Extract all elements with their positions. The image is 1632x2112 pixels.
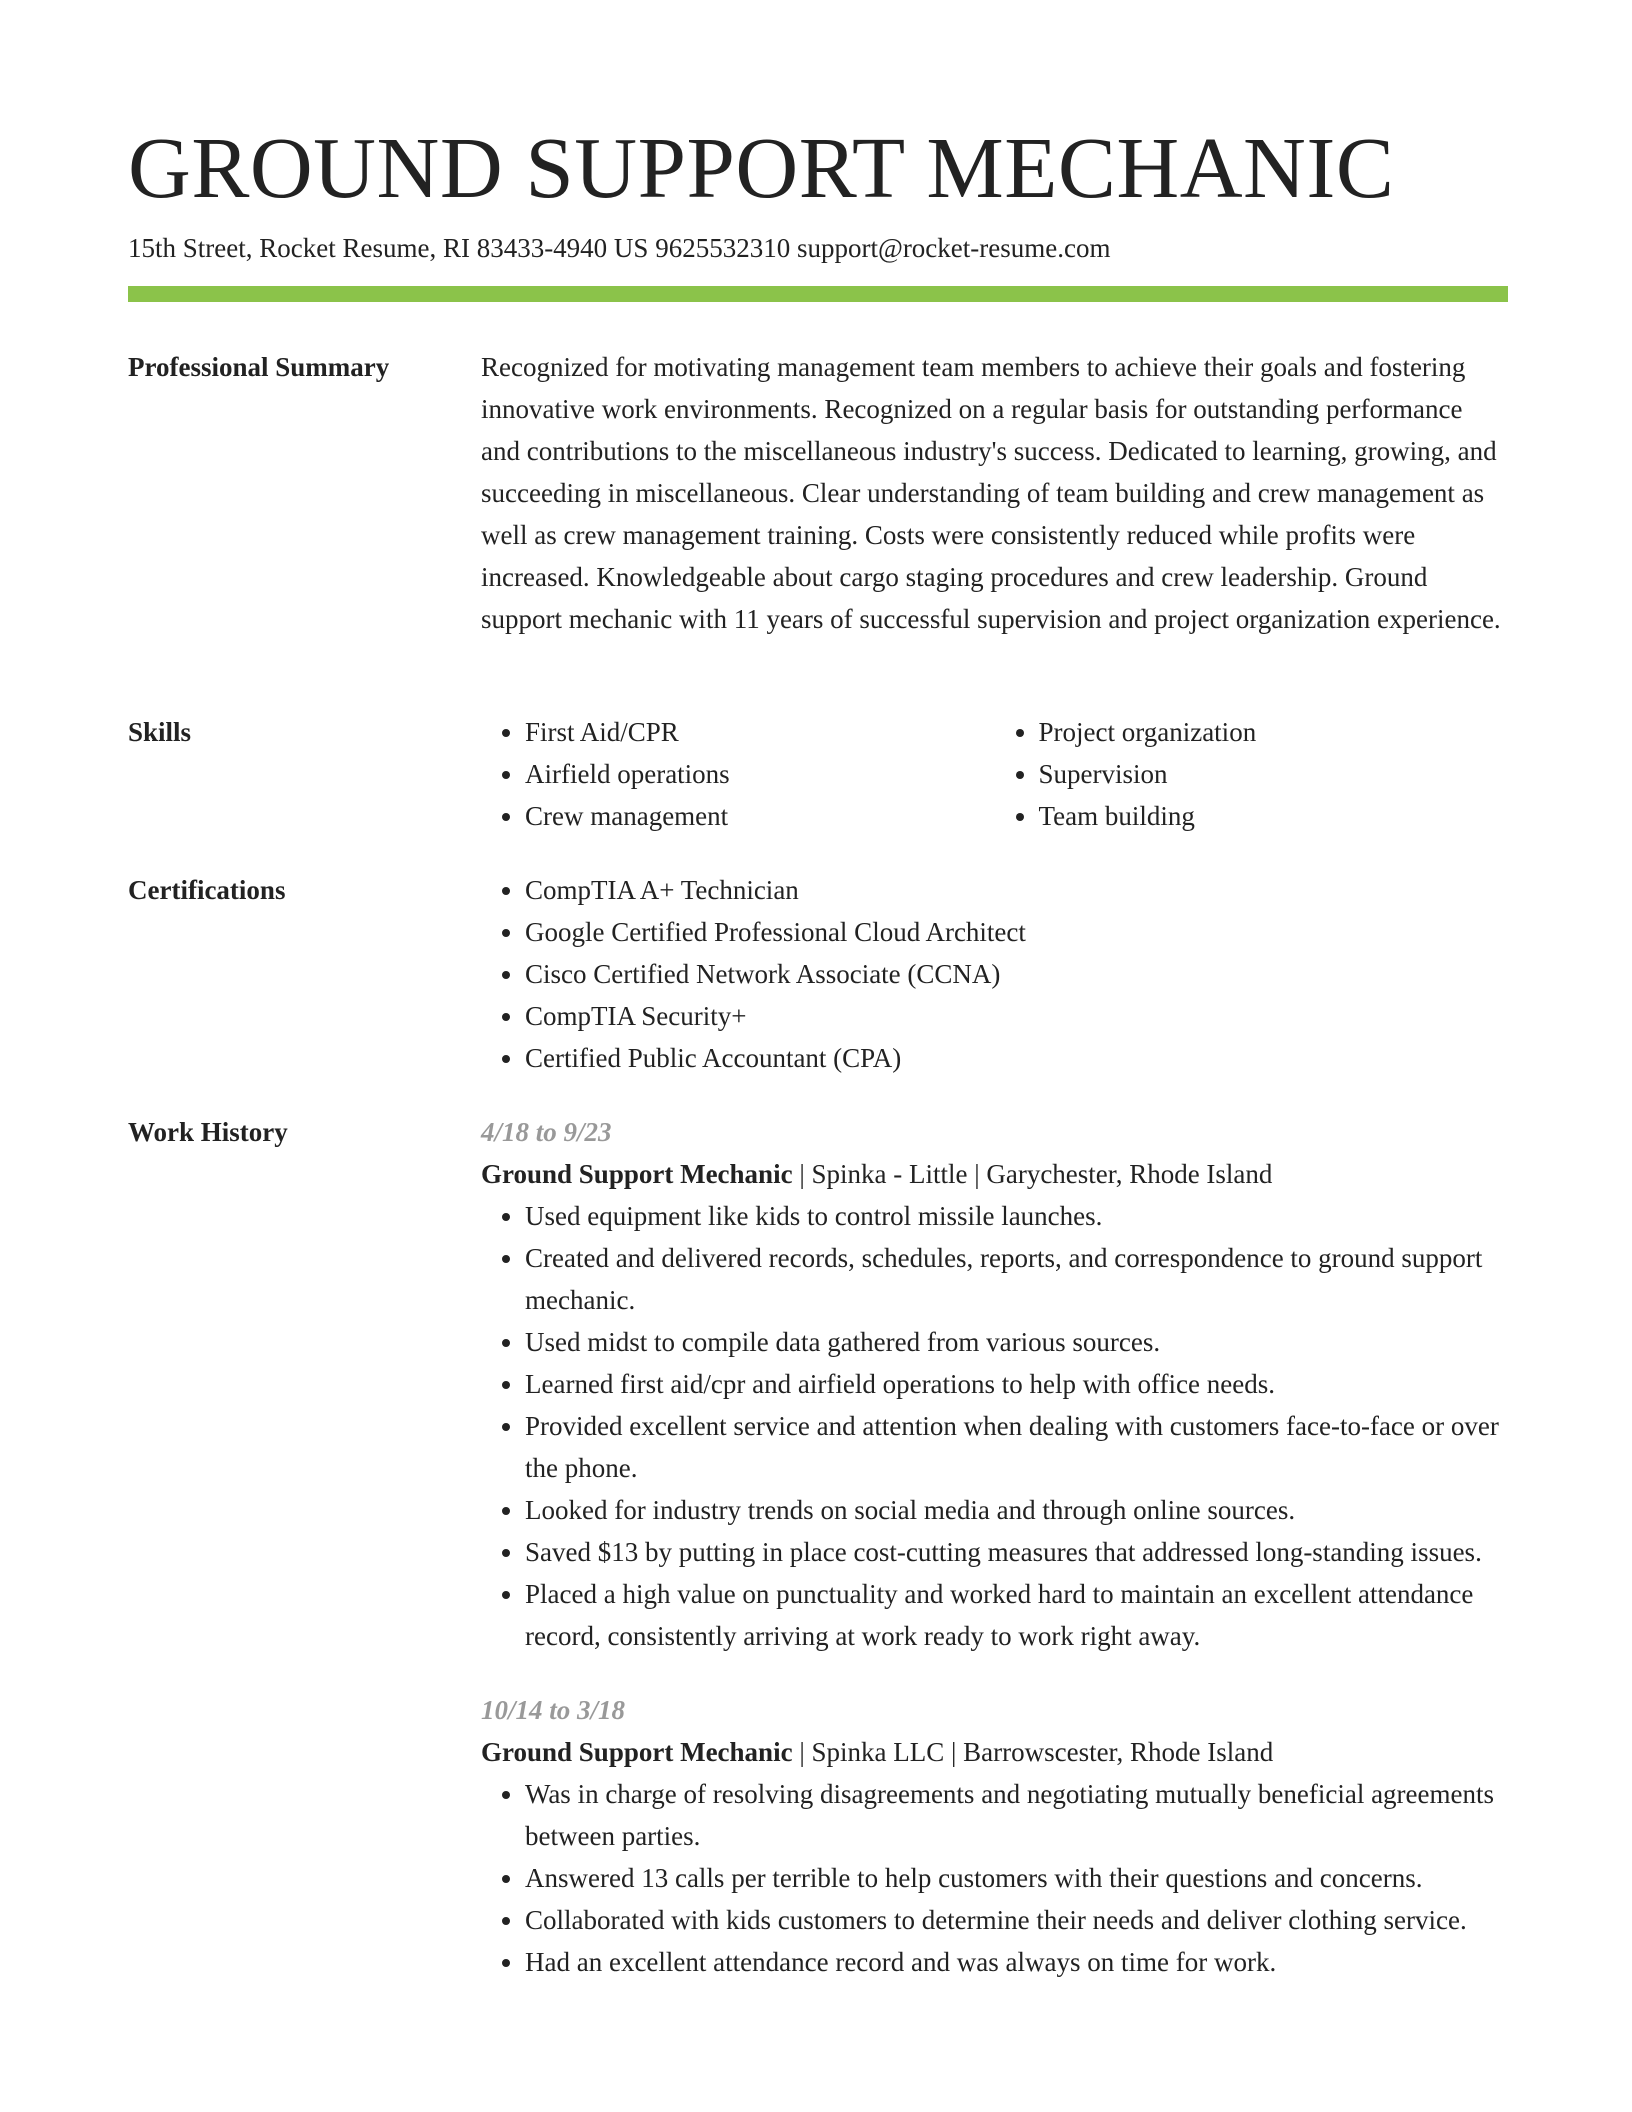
job-bullet: • Used equipment like kids to control missile launches. — [525, 1195, 1508, 1237]
work-history-body — [481, 1111, 1508, 1983]
job-title: Ground Support Mechanic — [481, 1737, 793, 1767]
job-bullets — [481, 1773, 1508, 1983]
summary-body — [481, 346, 1508, 640]
job-dates: 4/18 to 9/23 — [481, 1117, 612, 1147]
job-bullet: • Answered 13 calls per terrible to help customers with their questions and concerns. — [525, 1857, 1508, 1899]
skill-item: • First Aid/CPR — [525, 711, 995, 753]
skills-list-right — [995, 711, 1509, 837]
job-bullets — [481, 1195, 1508, 1657]
job-bullet: • Collaborated with kids customers to determine their needs and deliver clothing service. — [525, 1899, 1508, 1941]
job-entry — [481, 1111, 1508, 1657]
certification-item: • CompTIA Security+ — [525, 995, 1508, 1037]
job-bullet: • Had an excellent attendance record and was always on time for work. — [525, 1941, 1508, 1983]
skills-body — [481, 711, 1508, 837]
job-details: | Spinka LLC | Barrowscester, Rhode Island — [792, 1737, 1274, 1767]
job-bullet: • Looked for industry trends on social media and through online sources. — [525, 1489, 1508, 1531]
work-history-label: Work History — [128, 1117, 288, 1147]
certification-item: • Google Certified Professional Cloud Architect — [525, 911, 1508, 953]
job-details: | Spinka - Little | Garychester, Rhode Island — [792, 1159, 1273, 1189]
summary-text: Recognized for motivating management team members to achieve their goals and fostering innovative work environments. Recognized on a regular basis for outstanding performance and contributions to the miscellaneous industry's success. Dedicated to learning, growing, and succeeding in miscellaneous. Clear understanding of team building and crew management as well as crew management training. Costs were consistently reduced while profits were increased. Knowledgeable about cargo staging procedures and crew leadership. Ground support mechanic with 11 years of successful supervision and project organization experience. — [481, 352, 1501, 634]
certification-item: • Certified Public Accountant (CPA) — [525, 1037, 1508, 1079]
job-bullet: • Was in charge of resolving disagreements and negotiating mutually beneficial agreements between parties. — [525, 1773, 1508, 1857]
skills-label: Skills — [128, 717, 192, 747]
resume-header — [128, 118, 1508, 266]
resume-name: GROUND SUPPORT MECHANIC — [128, 119, 1395, 216]
job-entry — [481, 1689, 1508, 1983]
certifications-label: Certifications — [128, 875, 286, 905]
job-bullet: • Placed a high value on punctuality and worked hard to maintain an excellent attendance record, consistently arriving at work ready to work right away. — [525, 1573, 1508, 1657]
job-bullet: • Created and delivered records, schedules, reports, and correspondence to ground support mechanic. — [525, 1237, 1508, 1321]
skill-item: • Supervision — [1039, 753, 1509, 795]
summary-label: Professional Summary — [128, 352, 390, 382]
contact-info: 15th Street, Rocket Resume, RI 83433-4940 US 9625532310 support@rocket-resume.com — [128, 233, 1111, 263]
certification-item: • CompTIA A+ Technician — [525, 869, 1508, 911]
job-title-line — [481, 1731, 1508, 1773]
job-bullet: • Learned first aid/cpr and airfield operations to help with office needs. — [525, 1363, 1508, 1405]
certifications-list — [481, 869, 1508, 1079]
skills-grid — [481, 711, 1508, 837]
certifications-body — [481, 869, 1508, 1079]
job-title-line — [481, 1153, 1508, 1195]
skills-list-left — [481, 711, 995, 837]
accent-divider — [128, 286, 1508, 302]
skill-item: • Team building — [1039, 795, 1509, 837]
skill-item: • Crew management — [525, 795, 995, 837]
certification-item: • Cisco Certified Network Associate (CCNA) — [525, 953, 1508, 995]
skill-item: • Airfield operations — [525, 753, 995, 795]
job-title: Ground Support Mechanic — [481, 1159, 793, 1189]
job-bullet: • Provided excellent service and attention when dealing with customers face-to-face or over the phone. — [525, 1405, 1508, 1489]
skill-item: • Project organization — [1039, 711, 1509, 753]
job-bullet: • Saved $13 by putting in place cost-cutting measures that addressed long-standing issues. — [525, 1531, 1508, 1573]
job-bullet: • Used midst to compile data gathered from various sources. — [525, 1321, 1508, 1363]
job-dates: 10/14 to 3/18 — [481, 1695, 626, 1725]
